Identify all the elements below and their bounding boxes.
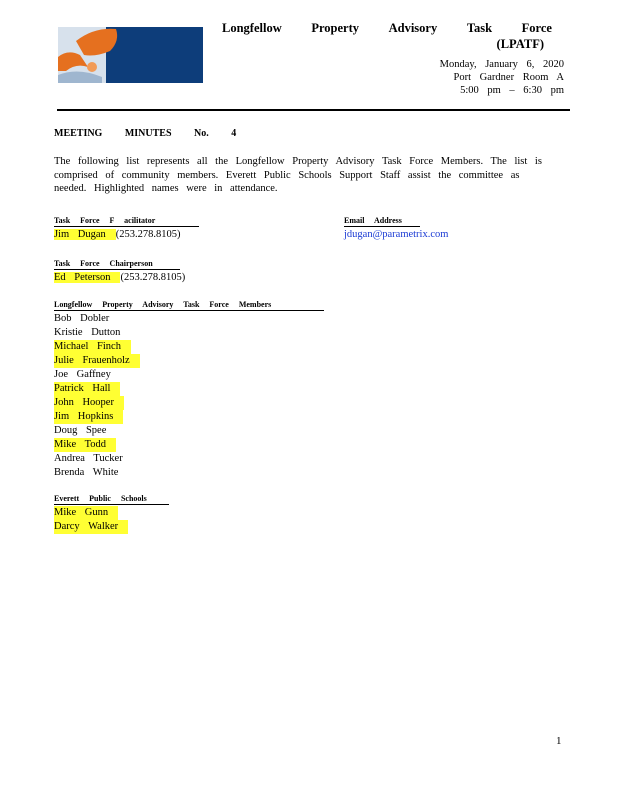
eps-title: Everett Public Schools — [54, 494, 169, 505]
member-name: Doug Spee — [54, 425, 107, 436]
meeting-time: 5:00 pm – 6:30 pm — [460, 85, 564, 96]
eps-list — [54, 506, 169, 534]
member-name: Jim Hopkins — [54, 410, 123, 424]
meeting-heading: MEETING MINUTES No. 4 — [54, 128, 237, 139]
members-title: Longfellow Property Advisory Task Force Members — [54, 300, 324, 311]
title-word: Property — [311, 21, 359, 35]
member-name: Julie Frauenholz — [54, 354, 140, 368]
facilitator-name: Jim Dugan — [54, 229, 116, 240]
title-word: Task — [466, 21, 493, 35]
title-word: Advisory — [388, 21, 438, 35]
members-section — [54, 294, 324, 480]
chair-name: Ed Peterson — [54, 272, 120, 283]
member-name: Darcy Walker — [54, 520, 128, 534]
member-name: Michael Finch — [54, 340, 131, 354]
chair-phone: (253.278.8105) — [120, 272, 186, 283]
facilitator-title: Task Force F acilitator — [54, 216, 199, 227]
chair-title: Task Force Chairperson — [54, 259, 180, 270]
email-section — [344, 210, 448, 242]
email-title: Email Address — [344, 216, 420, 227]
member-name: Brenda White — [54, 467, 119, 478]
facilitator-section — [54, 210, 199, 242]
member-name: Mike Todd — [54, 438, 116, 452]
page-number: 1 — [556, 735, 562, 747]
title-line-1 — [222, 20, 552, 36]
meeting-meta — [440, 58, 564, 97]
facilitator-phone: (253.278.8105) — [115, 229, 181, 240]
member-name: Joe Gaffney — [54, 369, 111, 380]
eps-section — [54, 488, 169, 534]
meeting-location: Port Gardner Room A — [453, 72, 564, 83]
member-name: Kristie Dutton — [54, 327, 121, 338]
member-name: John Hooper — [54, 396, 124, 410]
chair-section — [54, 253, 185, 285]
member-name: Mike Gunn — [54, 506, 118, 520]
meeting-date: Monday, January 6, 2020 — [439, 59, 564, 70]
member-name: Bob Dobler — [54, 313, 110, 324]
member-name: Patrick Hall — [54, 382, 120, 396]
document-title — [222, 20, 552, 52]
members-list — [54, 312, 324, 480]
title-word: Longfellow — [222, 21, 282, 35]
intro-paragraph: The following list represents all the Longfellow Property Advisory Task Force Members. The list is comprised of community members. Everett Public Schools Support Staff assist the committee as needed. Highlighted names were in attendance. — [54, 156, 542, 194]
header-divider — [57, 109, 570, 111]
title-word: Force — [521, 21, 552, 35]
title-line-2: (LPATF) — [496, 37, 544, 51]
facilitator-email-link[interactable]: jdugan@parametrix.com — [344, 229, 449, 240]
lpatf-logo — [58, 27, 203, 83]
member-name: Andrea Tucker — [54, 453, 123, 464]
